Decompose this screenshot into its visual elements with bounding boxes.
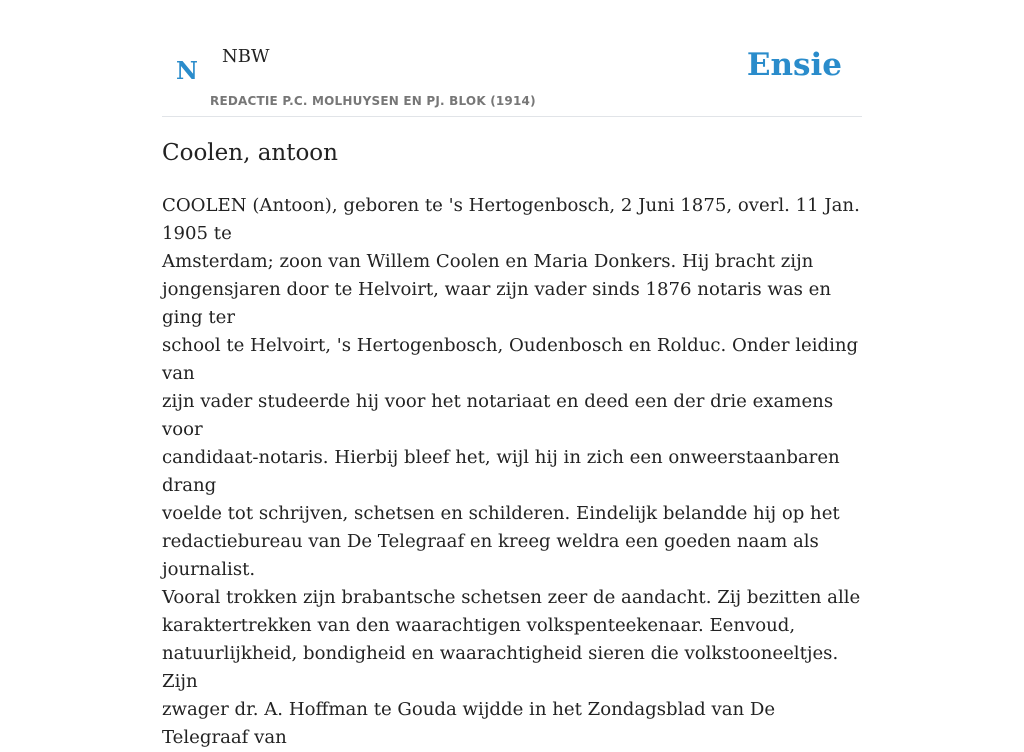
source-logo[interactable]: N [176, 56, 198, 85]
source-title[interactable]: NBW [222, 46, 270, 67]
brand-logo[interactable]: Ensie [746, 47, 842, 83]
article-body: COOLEN (Antoon), geboren te 's Hertogenbosch, 2 Juni 1875, overl. 11 Jan. 1905 te Amsterdam; zoon van Willem Coolen en Maria Donkers. Hij bracht zijn jongensjaren door te Helvoirt, waar zijn vader sinds 1876 notaris was en ging ter school te Helvoirt, 's Hertogenbosch, Oudenbosch en Rolduc. Onder leiding van zijn vader studeerde hij voor het notariaat en deed een der drie examens voor candidaat-notaris. Hierbij bleef het, wijl hij in zich een onweerstaanbaren drang voelde tot schrijven, schetsen en schilderen. Eindelijk belandde hij op het redactiebureau van De Telegraaf en kreeg weldra een goeden naam als journalist. Vooral trokken zijn brabantsche schetsen zeer de aandacht. Zij bezitten alle karaktertrekken van den waarachtigen volkspenteekenaar. Eenvoud, natuurlijkheid, bondigheid en waarachtigheid sieren die volkstooneeltjes. Zijn zwager dr. A. Hoffman te Gouda wijdde in het Zondagsblad van De Telegraaf van [162, 195, 861, 748]
article-title: Coolen, antoon [162, 140, 338, 166]
page [162, 0, 862, 748]
source-header [162, 0, 862, 117]
source-subtitle: REDACTIE P.C. MOLHUYSEN EN PJ. BLOK (1914) [210, 94, 536, 108]
